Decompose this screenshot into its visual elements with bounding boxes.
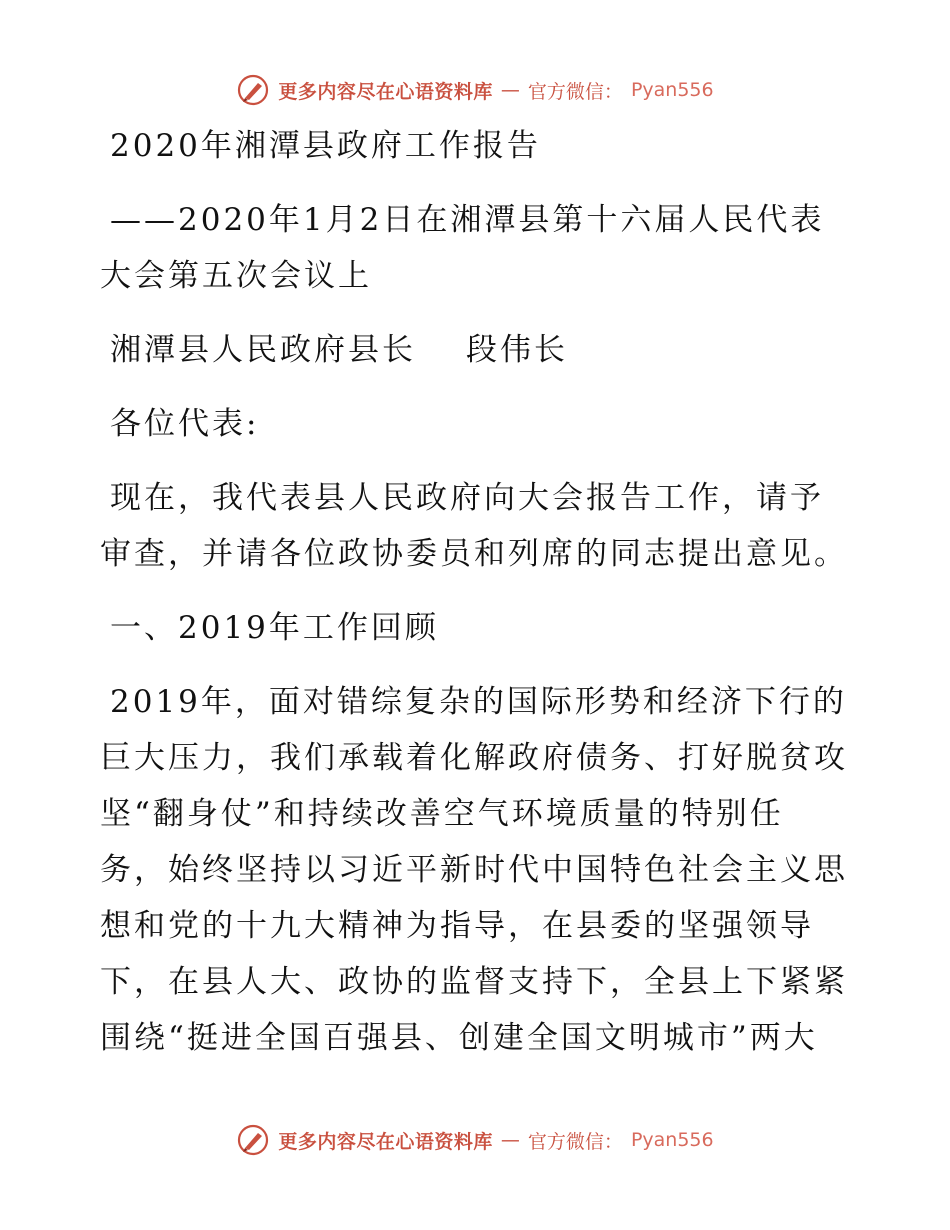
body-line: 务，始终坚持以习近平新时代中国特色社会主义思: [100, 852, 848, 888]
author-name: 段伟长: [466, 332, 568, 368]
document-author: [100, 322, 860, 378]
section-heading: 一、2019年工作回顾: [110, 610, 439, 646]
document-subtitle-line-1: ——2020年1月2日在湘潭县第十六届人民代表: [110, 202, 825, 238]
body-line: 坚“翻身仗”和持续改善空气环境质量的特别任: [100, 796, 784, 832]
pen-logo-icon: [236, 1123, 270, 1157]
document-body: [100, 118, 860, 1066]
author-role: 湘潭县人民政府县长: [110, 332, 416, 368]
watermark-header: [0, 70, 950, 110]
pen-logo-icon: [236, 73, 270, 107]
body-line: 想和党的十九大精神为指导，在县委的坚强领导: [100, 908, 814, 944]
intro-line-1: 现在，我代表县人民政府向大会报告工作，请予: [110, 480, 824, 516]
body-line: 巨大压力，我们承载着化解政府债务、打好脱贫攻: [100, 740, 848, 776]
watermark-main-text: 更多内容尽在心语资料库: [278, 80, 493, 103]
watermark-wechat-id: Pyan556: [630, 79, 714, 101]
watermark-footer: [0, 1120, 950, 1160]
document-greeting: 各位代表:: [110, 406, 260, 442]
document-title: 2020年湘潭县政府工作报告: [110, 128, 541, 164]
watermark-main-text: 更多内容尽在心语资料库: [278, 1130, 493, 1153]
watermark-wechat-label: 官方微信：: [527, 1130, 623, 1153]
document-subtitle-line-2: 大会第五次会议上: [100, 258, 372, 294]
watermark-separator: —: [500, 79, 520, 101]
body-line: 围绕“挺进全国百强县、创建全国文明城市”两大: [100, 1020, 818, 1056]
intro-line-2: 审查，并请各位政协委员和列席的同志提出意见。: [100, 536, 848, 572]
body-line: 下，在县人大、政协的监督支持下，全县上下紧紧: [100, 964, 848, 1000]
watermark-wechat-label: 官方微信：: [527, 80, 623, 103]
watermark-separator: —: [500, 1129, 520, 1151]
body-line: 2019年，面对错综复杂的国际形势和经济下行的: [110, 684, 847, 720]
watermark-wechat-id: Pyan556: [630, 1129, 714, 1151]
